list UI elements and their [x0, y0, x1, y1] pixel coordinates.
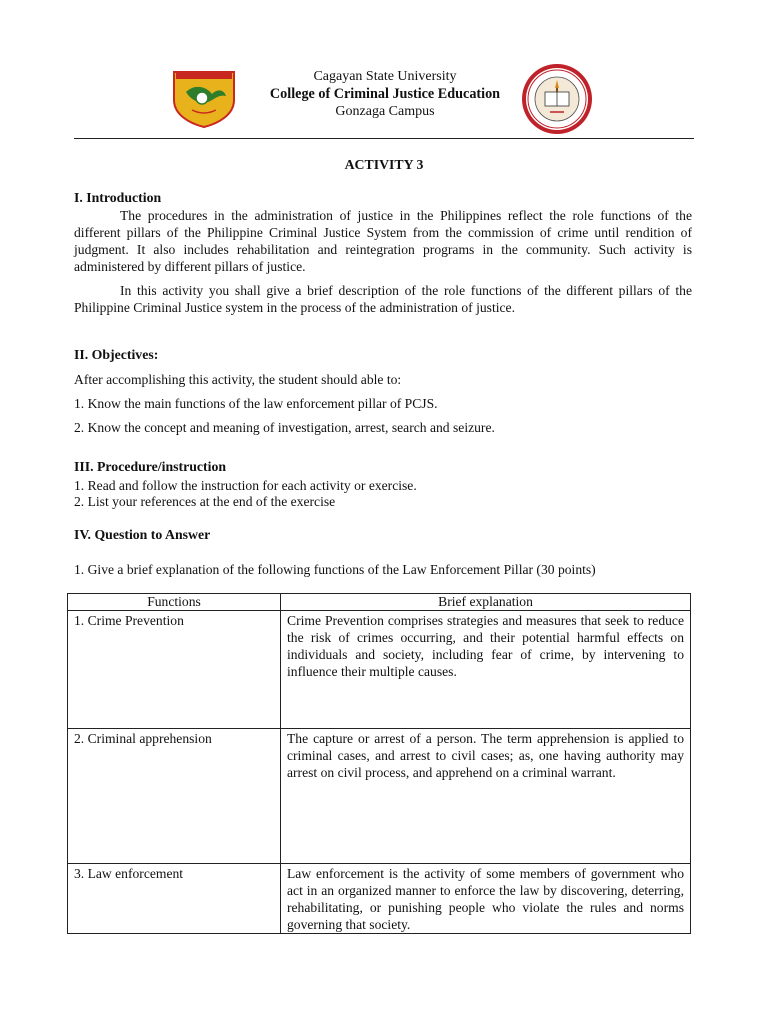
activity-title: ACTIVITY 3	[344, 157, 424, 172]
table-header-row	[68, 594, 691, 611]
procedure-item: 1. Read and follow the instruction for each activity or exercise.	[74, 478, 417, 493]
procedure-item: 2. List your references at the end of the exercise	[74, 494, 336, 509]
introduction-paragraph-1: The procedures in the administration of justice in the Philippines reflect the role functions of the different pillars of the Philippine Criminal Justice System from the commission of crime until rendition of judgment. It also includes rehabilitation and reintegration programs in the community. Such activity is administered by different pillars of justice.	[74, 208, 692, 274]
explanation-column-header: Brief explanation	[281, 594, 691, 611]
table-row	[68, 611, 691, 729]
function-cell: 3. Law enforcement	[68, 864, 281, 934]
explanation-cell[interactable]: The capture or arrest of a person. The term apprehension is applied to criminal cases, and arrest to civil cases; as, one having authority may arrest on civil process, and apprehend on a criminal warrant.	[281, 729, 691, 864]
table-row	[68, 729, 691, 864]
introduction-heading: I. Introduction	[74, 190, 162, 205]
question-prompt: 1. Give a brief explanation of the following functions of the Law Enforcement Pillar (30 points)	[74, 562, 596, 577]
objective-item: 2. Know the concept and meaning of investigation, arrest, search and seizure.	[74, 420, 495, 435]
objectives-heading: II. Objectives:	[74, 347, 159, 362]
campus-name: Gonzaga Campus	[335, 104, 435, 119]
functions-table	[67, 593, 691, 934]
questions-heading: IV. Question to Answer	[74, 527, 211, 542]
introduction-paragraph-2: In this activity you shall give a brief description of the role functions of the different pillars of the Philippine Criminal Justice system in the process of the administration of justice.	[74, 283, 692, 315]
objectives-intro: After accomplishing this activity, the student should able to:	[74, 372, 402, 387]
table-row	[68, 864, 691, 934]
college-seal-icon	[520, 62, 594, 136]
university-seal-icon	[172, 70, 236, 128]
objective-item: 1. Know the main functions of the law enforcement pillar of PCJS.	[74, 396, 438, 411]
college-name: College of Criminal Justice Education	[269, 86, 501, 102]
procedure-heading: III. Procedure/instruction	[74, 459, 227, 474]
functions-column-header: Functions	[68, 594, 281, 611]
header-divider	[74, 138, 694, 139]
function-cell: 1. Crime Prevention	[68, 611, 281, 729]
university-name: Cagayan State University	[313, 69, 457, 84]
explanation-cell[interactable]: Crime Prevention comprises strategies and measures that seek to reduce the risk of crimes occurring, and their potential harmful effects on individuals and society, including fear of crime, by intervening to influence their multiple causes.	[281, 611, 691, 729]
explanation-cell[interactable]: Law enforcement is the activity of some members of government who act in an organized manner to enforce the law by discovering, deterring, rehabilitating, or punishing people who violate the rules and norms governing that society.	[281, 864, 691, 934]
function-cell: 2. Criminal apprehension	[68, 729, 281, 864]
